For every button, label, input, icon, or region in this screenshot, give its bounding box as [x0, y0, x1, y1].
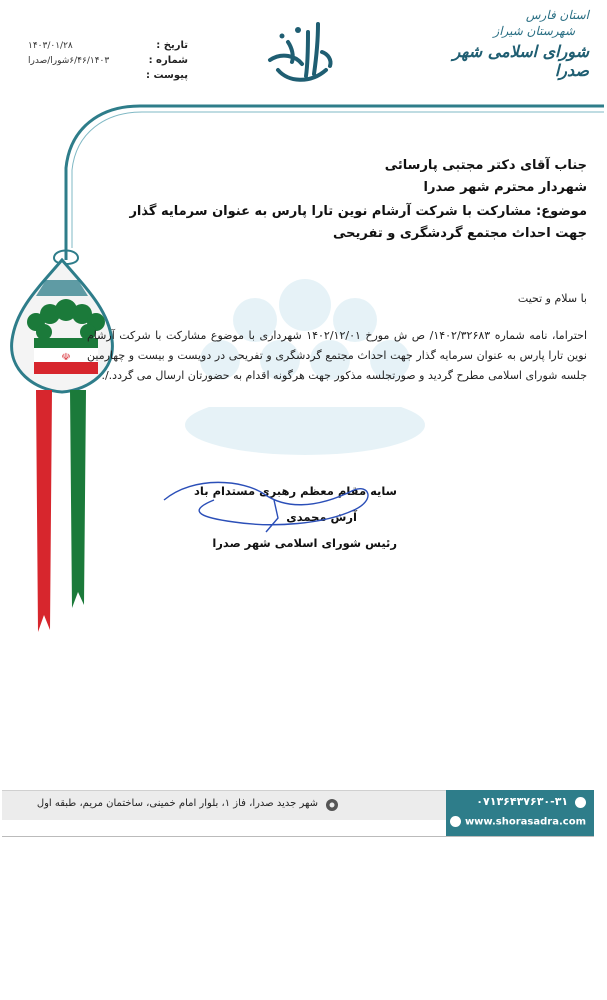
globe-icon: [450, 816, 461, 827]
phone-icon: [575, 797, 586, 808]
date-label: تاریخ :: [156, 40, 188, 51]
province-name: استان فارس: [525, 8, 589, 22]
recipient-title: شهردار محترم شهر صدرا: [423, 180, 587, 195]
letter-subject: موضوع: مشارکت با شرکت آرشام نوین تارا پارس به عنوان سرمایه گذار جهت احداث مجتمع گردشگری و تفریحی: [129, 204, 587, 241]
signature-block: [194, 478, 397, 556]
footer-contact-box: [446, 790, 594, 836]
footer-address-bar: [2, 790, 448, 820]
footer-website[interactable]: www.shorasadra.com: [464, 816, 586, 828]
council-header: [429, 8, 589, 80]
meta-date-row: [28, 38, 188, 53]
city-name: شهرستان شیراز: [493, 24, 575, 38]
signatory-name: آرش محمدی: [286, 510, 357, 524]
date-value: ۱۴۰۳/۰۱/۲۸: [28, 40, 73, 51]
letter-heading: [117, 155, 587, 245]
footer-website-row: [447, 816, 586, 828]
signature-motto: سایه مقام معظم رهبری مستدام باد: [194, 484, 397, 498]
svg-text:☫: ☫: [61, 352, 71, 363]
footer-phone-number: ۰۷۱۳۶۴۳۷۶۳۰-۳۱: [476, 795, 569, 808]
location-pin-icon: [326, 798, 338, 812]
letter-greeting: با سلام و تحیت: [517, 292, 587, 305]
footer-address: شهر جدید صدرا، فاز ۱، بلوار امام خمینی، ساختمان مریم، طبقه اول: [36, 798, 318, 809]
recipient-name: جناب آقای دکتر مجتبی پارسائی: [384, 158, 587, 173]
bismillah-calligraphy: [258, 12, 340, 90]
footer-phone: [476, 795, 586, 808]
letter-footer: [2, 790, 594, 838]
council-emblem: [6, 240, 116, 640]
letter-paragraph: احتراما، نامه شماره ۱۴۰۲/۳۲۶۸۳/ ص ش مورخ ۱۴۰۲/۱۲/۰۱ شهرداری با موضوع مشارکت با شرکت آرشام نوین تارا پارس به عنوان سرمایه گذار جهت احداث مجتمع گردشگری و تفریحی در دویست و بیست و چهارمین جلسه شورای اسلامی مطرح گردید و صورتجلسه مذکور جهت هرگونه اقدام به حضورتان ارسال می گردد./.: [87, 329, 587, 382]
letter-meta: [28, 38, 188, 83]
number-label: شماره :: [148, 55, 188, 66]
meta-number-row: [28, 53, 188, 68]
signatory-title: رئیس شورای اسلامی شهر صدرا: [212, 536, 397, 550]
footer-divider: [2, 836, 594, 837]
number-value: ۶/۴۶/۱۴۰۳شورا/صدرا: [28, 55, 110, 66]
council-name: شورای اسلامی شهر صدرا: [452, 42, 589, 80]
attachment-label: پیوست :: [145, 70, 188, 81]
handwritten-signature: [154, 470, 384, 540]
meta-attachment-row: [28, 68, 188, 83]
